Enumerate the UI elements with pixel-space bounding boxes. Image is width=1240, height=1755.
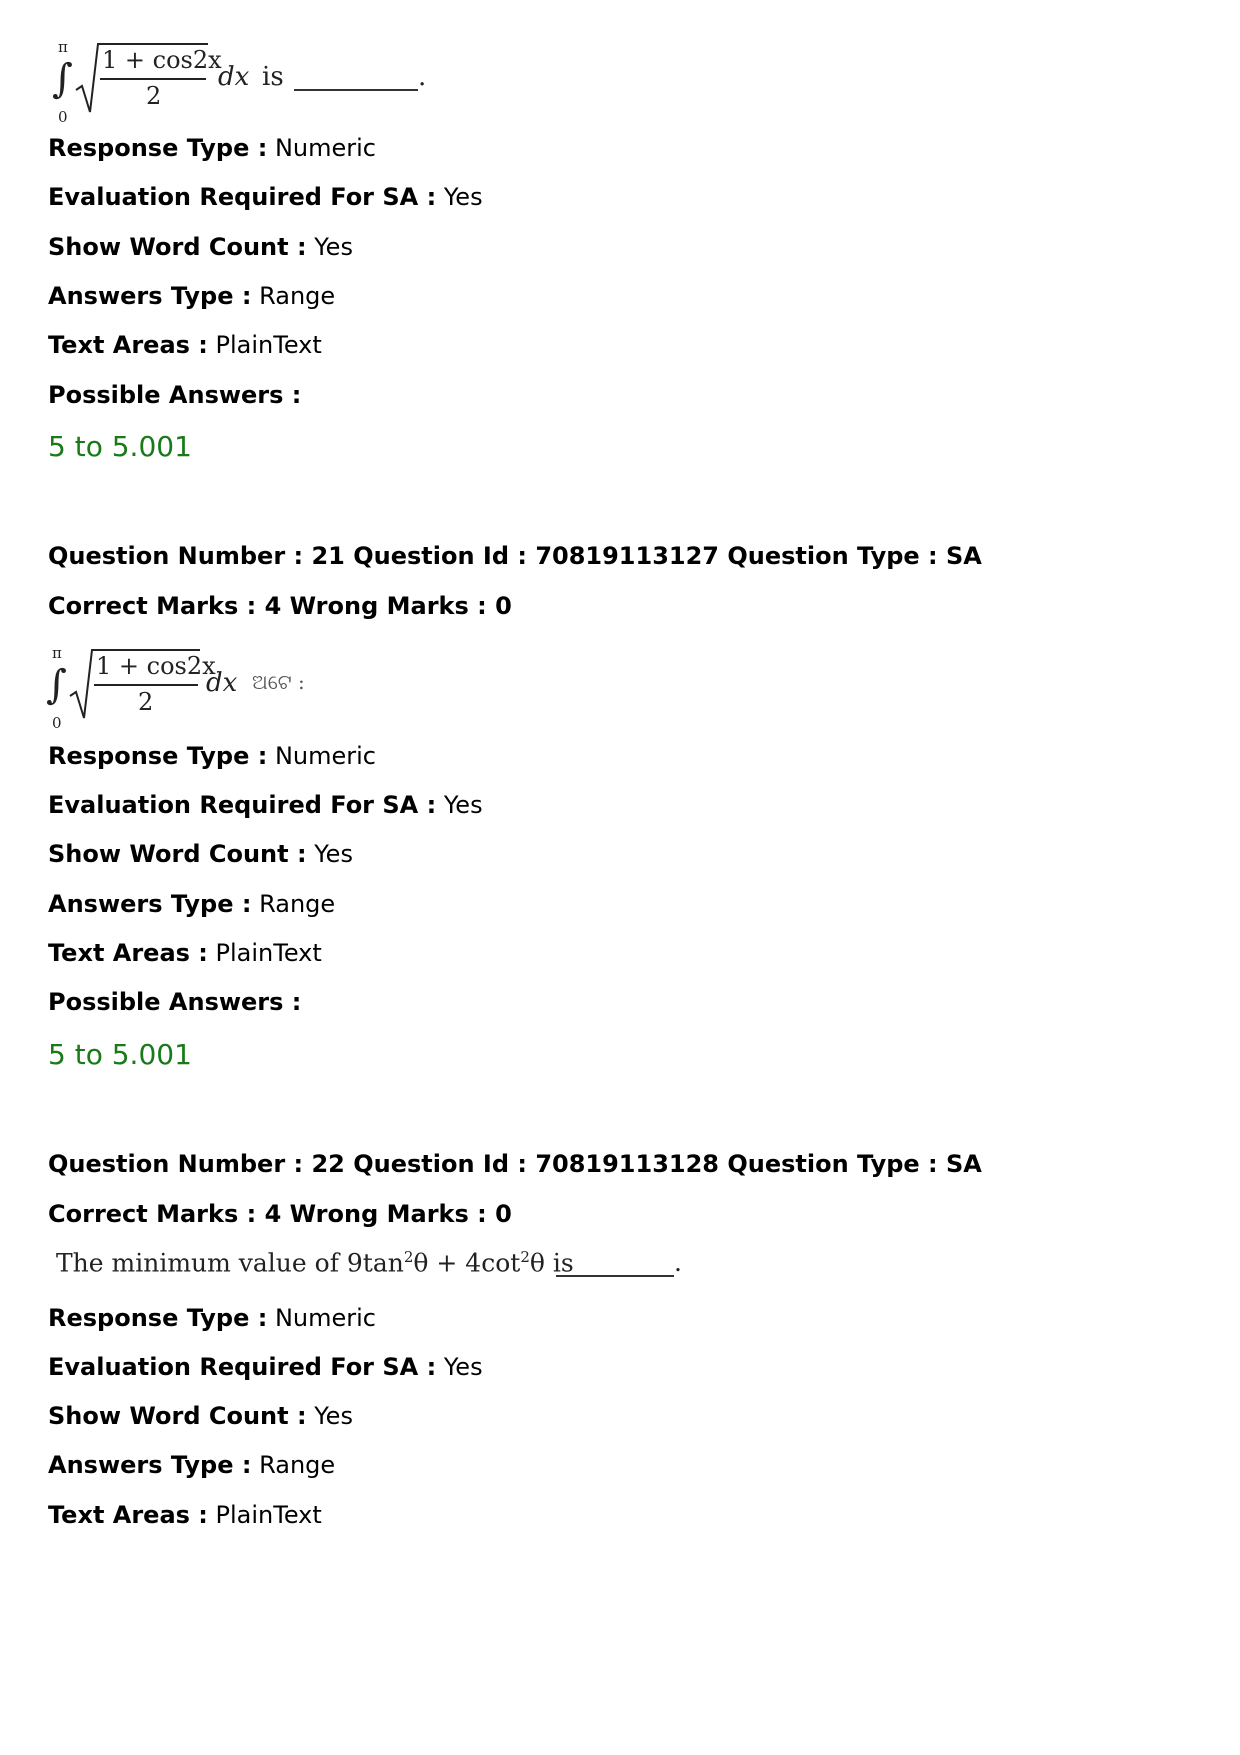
q20-fraction-bar [100, 78, 206, 80]
q21-odia-text: ଅଟେ : [252, 670, 305, 694]
q20-integral-sign: ∫ [52, 56, 73, 102]
q20-field-response-type: Response Type : Numeric [48, 134, 376, 162]
q20-field-evaluation: Evaluation Required For SA : Yes [48, 183, 483, 211]
q21-denominator: 2 [138, 688, 154, 716]
q21-field-word-count: Show Word Count : Yes [48, 840, 353, 868]
q20-integral-image [52, 30, 452, 130]
q20-field-word-count: Show Word Count : Yes [48, 233, 353, 261]
q22-field-text-areas: Text Areas : PlainText [48, 1501, 322, 1529]
q22-end-mark: . [674, 1248, 682, 1277]
q20-answer-blank [294, 88, 418, 91]
q20-upper-limit: π [58, 38, 68, 56]
q20-end-mark: . [418, 62, 427, 92]
q21-upper-limit: π [52, 644, 62, 662]
q22-header: Question Number : 22 Question Id : 70819113128 Question Type : SA [48, 1150, 982, 1178]
q22-field-evaluation: Evaluation Required For SA : Yes [48, 1353, 483, 1381]
q20-denominator: 2 [146, 82, 162, 110]
q21-field-answers-type: Answers Type : Range [48, 890, 336, 918]
q21-integral-sign: ∫ [46, 662, 67, 708]
q20-field-possible-answers: Possible Answers : [48, 381, 302, 409]
q20-radical-sign [52, 30, 212, 120]
q21-lower-limit: 0 [52, 714, 62, 732]
q20-lower-limit: 0 [58, 108, 68, 126]
q20-is-text: is [262, 62, 284, 92]
q22-field-response-type: Response Type : Numeric [48, 1304, 376, 1332]
q22-question-image [56, 1246, 716, 1286]
q21-field-text-areas: Text Areas : PlainText [48, 939, 322, 967]
q21-marks: Correct Marks : 4 Wrong Marks : 0 [48, 592, 512, 620]
q20-field-answers-type: Answers Type : Range [48, 282, 336, 310]
q21-field-evaluation: Evaluation Required For SA : Yes [48, 791, 483, 819]
q21-header: Question Number : 21 Question Id : 70819113127 Question Type : SA [48, 542, 982, 570]
q21-integral-image [46, 636, 346, 736]
q21-radical-sign [46, 636, 206, 726]
q21-field-possible-answers: Possible Answers : [48, 988, 302, 1016]
q20-possible-answer: 5 to 5.001 [48, 430, 192, 463]
q20-numerator: 1 + cos2x [102, 46, 222, 74]
q21-dx: dx [206, 668, 238, 698]
q22-field-answers-type: Answers Type : Range [48, 1451, 336, 1479]
q21-numerator: 1 + cos2x [96, 652, 216, 680]
q21-fraction-bar [94, 684, 198, 686]
q22-field-word-count: Show Word Count : Yes [48, 1402, 353, 1430]
q22-marks: Correct Marks : 4 Wrong Marks : 0 [48, 1200, 512, 1228]
q22-answer-blank [556, 1274, 674, 1277]
q20-field-text-areas: Text Areas : PlainText [48, 331, 322, 359]
q22-question-text: The minimum value of $9\tan^2\theta + 4\cot^2\theta$ is [56, 1248, 574, 1278]
q21-field-response-type: Response Type : Numeric [48, 742, 376, 770]
q20-dx: dx [218, 62, 250, 92]
q21-possible-answer: 5 to 5.001 [48, 1038, 192, 1071]
